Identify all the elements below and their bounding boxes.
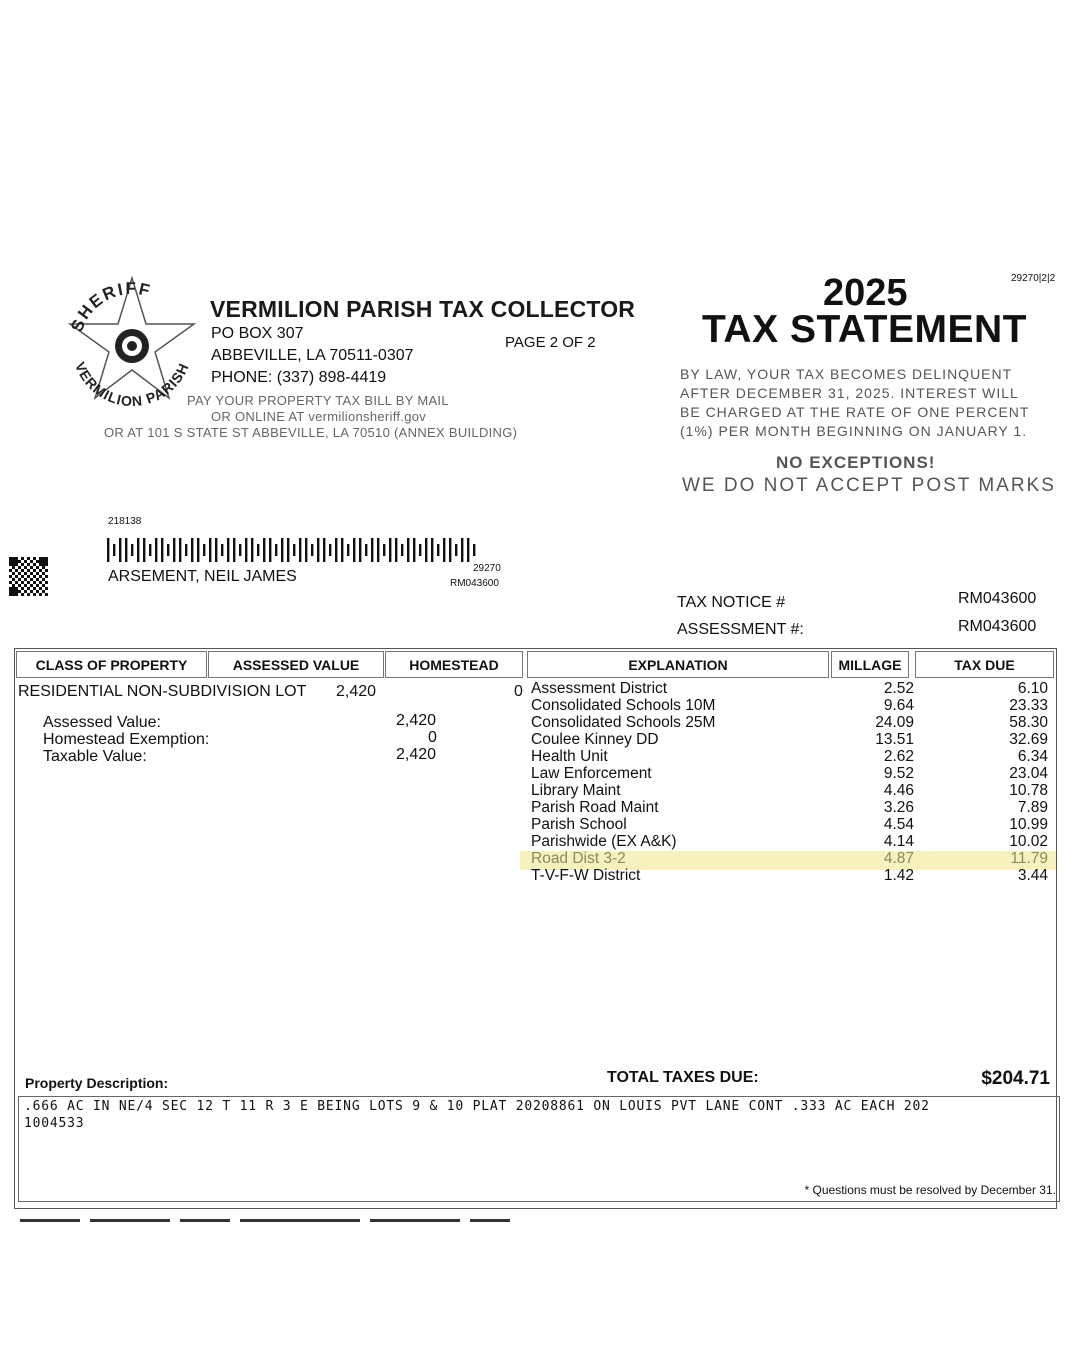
tax-notice-value: RM043600 xyxy=(958,590,1037,607)
qr-cell xyxy=(9,575,12,578)
barcode-bar xyxy=(263,538,265,562)
qr-cell xyxy=(9,581,12,584)
line-item-millage: 4.54 xyxy=(883,816,914,833)
qr-code xyxy=(9,557,48,596)
barcode-bar xyxy=(179,538,181,562)
barcode-bar xyxy=(281,538,283,562)
qr-cell xyxy=(21,563,24,566)
barcode-bar xyxy=(335,538,337,562)
assessment-value: RM043600 xyxy=(958,618,1037,635)
barcode-bar xyxy=(173,538,175,562)
mail-notice-code: RM043600 xyxy=(450,578,499,589)
homestead-exemption-amount: 0 xyxy=(428,729,437,746)
assessment-label: ASSESSMENT #: xyxy=(677,621,804,638)
line-item-millage: 1.42 xyxy=(883,867,914,884)
line-item-tax-due: 10.02 xyxy=(1009,833,1048,850)
legal-description-line: .666 AC IN NE/4 SEC 12 T 11 R 3 E BEING LOTS 9 & 10 PLAT 20208861 ON LOUIS PVT LANE CONT .333 AC EACH 202 xyxy=(24,1099,930,1114)
total-taxes-label: TOTAL TAXES DUE: xyxy=(607,1069,759,1086)
barcode-bar xyxy=(431,538,433,562)
header-class-of-property: CLASS OF PROPERTY xyxy=(16,651,207,678)
qr-cell xyxy=(30,572,33,575)
barcode-bar xyxy=(275,544,277,556)
qr-cell xyxy=(27,581,30,584)
barcode-bar xyxy=(269,538,271,562)
barcode-bar xyxy=(389,538,391,562)
qr-cell xyxy=(27,575,30,578)
sheriff-seal-logo xyxy=(58,272,206,420)
qr-cell xyxy=(45,560,48,563)
qr-cell xyxy=(42,572,45,575)
line-item-name: Parish School xyxy=(531,816,627,833)
line-item-tax-due: 10.78 xyxy=(1009,782,1048,799)
qr-cell xyxy=(39,587,42,590)
qr-cell xyxy=(9,569,12,572)
qr-cell xyxy=(27,557,30,560)
sequence-number: 218138 xyxy=(108,516,142,527)
barcode-bar xyxy=(251,538,253,562)
qr-cell xyxy=(9,587,12,590)
barcode-bar xyxy=(287,538,289,562)
barcode-bar xyxy=(359,538,361,562)
qr-cell xyxy=(33,593,36,596)
barcode-bar xyxy=(353,538,355,562)
line-item-millage: 2.52 xyxy=(883,680,914,697)
barcode-bar xyxy=(347,544,349,556)
header-assessed-value: ASSESSED VALUE xyxy=(208,651,384,678)
qr-cell xyxy=(42,584,45,587)
qr-cell xyxy=(30,566,33,569)
delinquency-notice-line: (1%) PER MONTH BEGINNING ON JANUARY 1. xyxy=(680,423,1028,439)
line-item-tax-due: 23.33 xyxy=(1009,697,1048,714)
qr-cell xyxy=(39,581,42,584)
qr-cell xyxy=(15,560,18,563)
qr-cell xyxy=(15,569,18,572)
barcode-bar xyxy=(221,544,223,556)
line-item-millage: 13.51 xyxy=(875,731,914,748)
barcode-bar xyxy=(131,544,133,556)
qr-cell xyxy=(12,593,15,596)
svg-text:SHERIFF: SHERIFF xyxy=(67,278,154,335)
qr-cell xyxy=(36,566,39,569)
qr-cell xyxy=(12,590,15,593)
qr-cell xyxy=(18,560,21,563)
legal-description xyxy=(24,1098,930,1132)
line-item-millage: 9.64 xyxy=(883,697,914,714)
line-item-millage: 2.62 xyxy=(883,748,914,765)
qr-cell xyxy=(18,566,21,569)
statement-title: TAX STATEMENT xyxy=(702,308,1027,351)
qr-cell xyxy=(45,557,48,560)
qr-cell xyxy=(33,569,36,572)
barcode-bar xyxy=(461,538,463,562)
barcode-bar xyxy=(407,538,409,562)
header-millage: MILLAGE xyxy=(831,651,909,678)
qr-cell xyxy=(27,569,30,572)
barcode-bar xyxy=(107,538,109,562)
qr-cell xyxy=(39,593,42,596)
barcode-bar xyxy=(155,538,157,562)
line-item-millage: 3.26 xyxy=(883,799,914,816)
qr-cell xyxy=(30,578,33,581)
qr-cell xyxy=(45,581,48,584)
line-item-tax-due: 32.69 xyxy=(1009,731,1048,748)
assessed-value-label: Assessed Value: xyxy=(43,714,161,731)
taxable-value-label: Taxable Value: xyxy=(43,748,147,765)
barcode-bar xyxy=(203,544,205,556)
line-item-tax-due: 10.99 xyxy=(1009,816,1048,833)
qr-cell xyxy=(18,590,21,593)
barcode-bar xyxy=(341,538,343,562)
qr-cell xyxy=(24,566,27,569)
po-box: PO BOX 307 xyxy=(211,325,304,342)
qr-cell xyxy=(12,572,15,575)
qr-cell xyxy=(21,569,24,572)
barcode-bar xyxy=(161,538,163,562)
barcode-bar xyxy=(245,538,247,562)
pay-instructions-2: OR ONLINE AT vermilionsheriff.gov xyxy=(211,409,427,424)
qr-cell xyxy=(45,587,48,590)
document-code: 29270|2|2 xyxy=(1011,273,1056,284)
cutoff-text-fragment xyxy=(20,1217,520,1223)
qr-cell xyxy=(36,590,39,593)
line-item-tax-due: 58.30 xyxy=(1009,714,1048,731)
qr-cell xyxy=(9,593,12,596)
header-homestead: HOMESTEAD xyxy=(385,651,523,678)
barcode-bar xyxy=(323,538,325,562)
line-item-name: Assessment District xyxy=(531,680,668,697)
qr-cell xyxy=(27,587,30,590)
qr-cell xyxy=(30,584,33,587)
qr-cell xyxy=(24,572,27,575)
barcode-bar xyxy=(197,538,199,562)
pay-instructions-1: PAY YOUR PROPERTY TAX BILL BY MAIL xyxy=(187,393,449,408)
qr-cell xyxy=(39,575,42,578)
collector-title: VERMILION PARISH TAX COLLECTOR xyxy=(210,296,636,322)
line-item-millage: 4.46 xyxy=(883,782,914,799)
barcode-bar xyxy=(449,538,451,562)
line-item-name: Consolidated Schools 10M xyxy=(531,697,716,714)
line-item-millage: 4.87 xyxy=(883,850,914,867)
qr-cell xyxy=(15,575,18,578)
qr-cell xyxy=(33,581,36,584)
line-item-name: Library Maint xyxy=(531,782,621,799)
qr-cell xyxy=(45,563,48,566)
line-item-name: Law Enforcement xyxy=(531,765,652,782)
qr-cell xyxy=(15,593,18,596)
line-item-name: Parish Road Maint xyxy=(531,799,659,816)
qr-cell xyxy=(27,563,30,566)
city-address: ABBEVILLE, LA 70511-0307 xyxy=(211,347,414,364)
qr-cell xyxy=(15,557,18,560)
tax-notice-label: TAX NOTICE # xyxy=(677,594,786,611)
delinquency-notice-line: AFTER DECEMBER 31, 2025. INTEREST WILL xyxy=(680,385,1019,401)
barcode-bar xyxy=(413,538,415,562)
line-item-tax-due: 7.89 xyxy=(1017,799,1048,816)
header-explanation: EXPLANATION xyxy=(527,651,829,678)
qr-cell xyxy=(18,572,21,575)
barcode-bar xyxy=(125,538,127,562)
property-description-label: Property Description: xyxy=(25,1075,169,1091)
qr-cell xyxy=(12,566,15,569)
qr-cell xyxy=(12,563,15,566)
line-item-millage: 9.52 xyxy=(883,765,914,782)
barcode-bar xyxy=(425,538,427,562)
barcode-bar xyxy=(473,544,475,556)
qr-cell xyxy=(42,563,45,566)
barcode-bar xyxy=(317,538,319,562)
questions-note: * Questions must be resolved by December 31. xyxy=(804,1183,1056,1197)
qr-cell xyxy=(42,578,45,581)
phone: PHONE: (337) 898-4419 xyxy=(211,369,387,386)
qr-cell xyxy=(24,578,27,581)
qr-cell xyxy=(12,584,15,587)
line-item-millage: 4.14 xyxy=(883,833,914,850)
svg-text:VERMILION PARISH: VERMILION PARISH xyxy=(71,359,192,410)
barcode-bar xyxy=(419,544,421,556)
barcode-bar xyxy=(215,538,217,562)
barcode-bar xyxy=(467,538,469,562)
qr-cell xyxy=(21,557,24,560)
qr-cell xyxy=(33,575,36,578)
legal-description-line: 1004533 xyxy=(24,1116,85,1131)
assessed-value-amount: 2,420 xyxy=(396,712,437,729)
qr-cell xyxy=(12,587,15,590)
line-item-name: Parishwide (EX A&K) xyxy=(531,833,677,850)
line-item-tax-due: 6.34 xyxy=(1017,748,1048,765)
qr-cell xyxy=(15,587,18,590)
qr-cell xyxy=(12,578,15,581)
qr-cell xyxy=(45,575,48,578)
qr-cell xyxy=(15,581,18,584)
barcode-bar xyxy=(455,544,457,556)
barcode-bar xyxy=(113,544,115,556)
qr-cell xyxy=(33,587,36,590)
line-item-tax-due: 11.79 xyxy=(1010,850,1048,867)
qr-cell xyxy=(9,563,12,566)
barcode-bar xyxy=(329,544,331,556)
delinquency-notice-line: BY LAW, YOUR TAX BECOMES DELINQUENT xyxy=(680,366,1013,382)
property-homestead: 0 xyxy=(514,683,523,700)
taxable-value-amount: 2,420 xyxy=(396,746,437,763)
property-assessed-value: 2,420 xyxy=(336,683,377,700)
barcode-bar xyxy=(305,538,307,562)
qr-cell xyxy=(18,584,21,587)
barcode-bar xyxy=(227,538,229,562)
barcode-bar xyxy=(395,538,397,562)
barcode-bar xyxy=(257,544,259,556)
delinquency-notice-line: BE CHARGED AT THE RATE OF ONE PERCENT xyxy=(680,404,1030,420)
postal-barcode xyxy=(107,538,480,562)
qr-cell xyxy=(42,557,45,560)
line-item-millage: 24.09 xyxy=(875,714,914,731)
qr-cell xyxy=(9,557,12,560)
barcode-bar xyxy=(185,544,187,556)
barcode-bar xyxy=(311,544,313,556)
barcode-bar xyxy=(293,544,295,556)
barcode-bar xyxy=(371,538,373,562)
qr-cell xyxy=(24,560,27,563)
barcode-bar xyxy=(299,538,301,562)
homestead-exemption-label: Homestead Exemption: xyxy=(43,731,210,748)
barcode-bar xyxy=(167,544,169,556)
barcode-bar xyxy=(377,538,379,562)
owner-name: ARSEMENT, NEIL JAMES xyxy=(108,568,297,585)
line-item-tax-due: 6.10 xyxy=(1017,680,1048,697)
pay-instructions-3: OR AT 101 S STATE ST ABBEVILLE, LA 70510 (ANNEX BUILDING) xyxy=(104,425,518,440)
line-item-name: Health Unit xyxy=(531,748,608,765)
barcode-bar xyxy=(383,544,385,556)
qr-cell xyxy=(36,584,39,587)
barcode-bar xyxy=(233,538,235,562)
qr-cell xyxy=(42,590,45,593)
qr-cell xyxy=(42,566,45,569)
qr-cell xyxy=(33,557,36,560)
barcode-bar xyxy=(119,538,121,562)
qr-cell xyxy=(42,560,45,563)
qr-cell xyxy=(21,575,24,578)
barcode-bar xyxy=(143,538,145,562)
qr-cell xyxy=(39,560,42,563)
header-tax-due: TAX DUE xyxy=(915,651,1054,678)
qr-cell xyxy=(39,569,42,572)
qr-cell xyxy=(15,590,18,593)
qr-cell xyxy=(45,593,48,596)
page-indicator: PAGE 2 OF 2 xyxy=(505,334,596,351)
barcode-bar xyxy=(365,544,367,556)
property-class: RESIDENTIAL NON-SUBDIVISION LOT xyxy=(18,683,307,700)
barcode-bar xyxy=(443,538,445,562)
qr-cell xyxy=(9,590,12,593)
qr-cell xyxy=(30,590,33,593)
barcode-bar xyxy=(437,544,439,556)
qr-cell xyxy=(39,557,42,560)
qr-cell xyxy=(36,572,39,575)
barcode-bar xyxy=(401,544,403,556)
line-item-name: Coulee Kinney DD xyxy=(531,731,659,748)
qr-cell xyxy=(15,563,18,566)
barcode-bar xyxy=(239,544,241,556)
qr-cell xyxy=(33,563,36,566)
mail-code: 29270 xyxy=(473,563,501,574)
barcode-bar xyxy=(137,538,139,562)
line-item-tax-due: 3.44 xyxy=(1017,867,1048,884)
line-item-name: Consolidated Schools 25M xyxy=(531,714,716,731)
qr-cell xyxy=(30,560,33,563)
qr-cell xyxy=(18,578,21,581)
barcode-bar xyxy=(209,538,211,562)
qr-cell xyxy=(36,578,39,581)
total-taxes-amount: $204.71 xyxy=(981,1068,1050,1089)
qr-cell xyxy=(9,560,12,563)
barcode-bar xyxy=(149,544,151,556)
tax-year: 2025 xyxy=(823,272,908,314)
no-exceptions-notice: NO EXCEPTIONS! xyxy=(776,453,936,472)
qr-cell xyxy=(24,590,27,593)
qr-cell xyxy=(24,584,27,587)
barcode-bar xyxy=(191,538,193,562)
line-item-name: Road Dist 3-2 xyxy=(531,850,626,867)
qr-cell xyxy=(36,560,39,563)
qr-cell xyxy=(27,593,30,596)
no-postmarks-notice: WE DO NOT ACCEPT POST MARKS xyxy=(682,475,1056,496)
line-item-name: T-V-F-W District xyxy=(531,867,641,884)
qr-cell xyxy=(39,563,42,566)
qr-cell xyxy=(21,587,24,590)
qr-cell xyxy=(45,569,48,572)
qr-cell xyxy=(12,557,15,560)
qr-cell xyxy=(21,581,24,584)
line-item-tax-due: 23.04 xyxy=(1009,765,1048,782)
qr-cell xyxy=(21,593,24,596)
qr-cell xyxy=(12,560,15,563)
